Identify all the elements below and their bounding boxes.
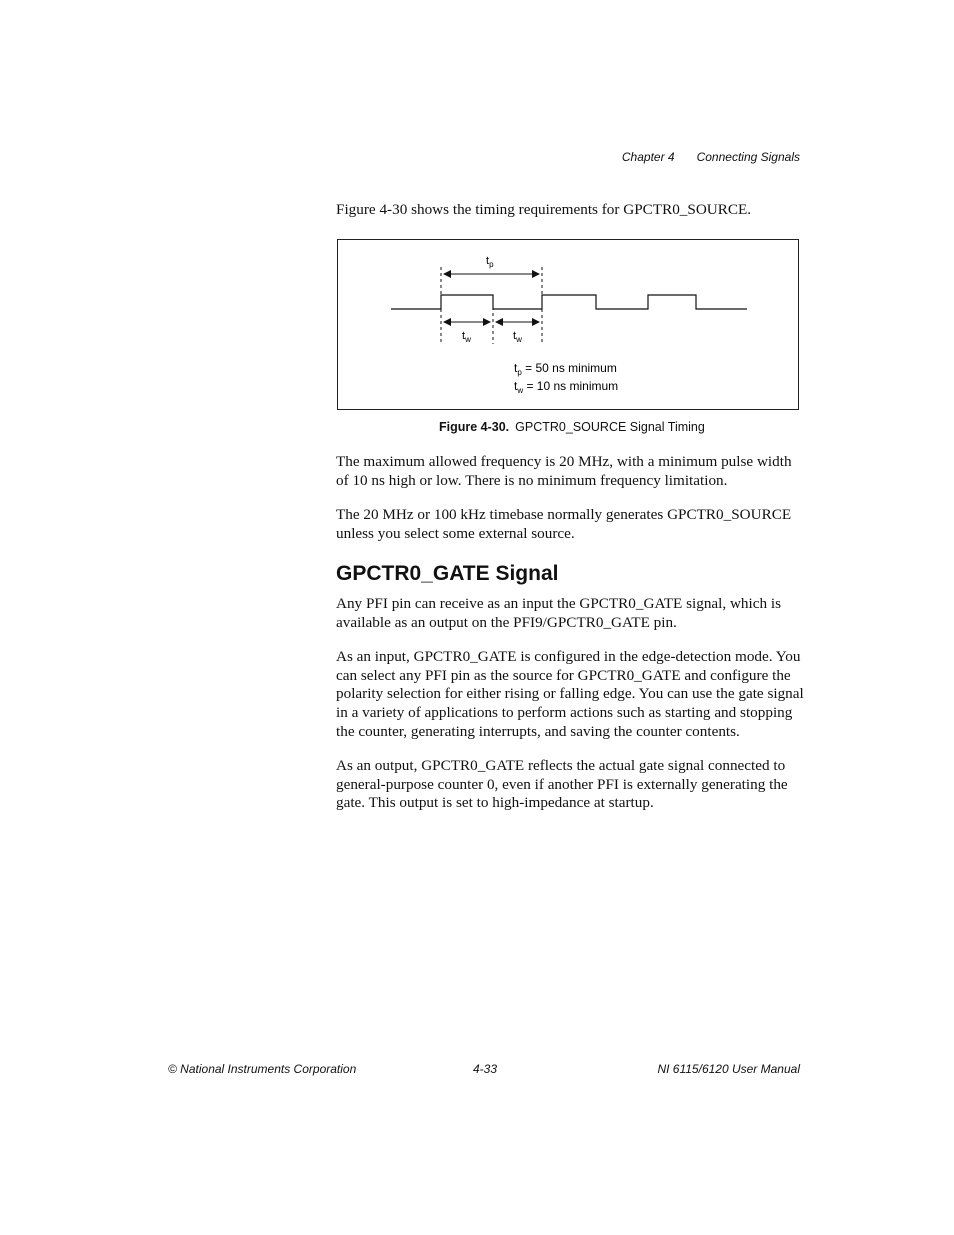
tw-minimum-note: $t_w = 10$ ns minimum: [514, 379, 619, 395]
intro-paragraph: Figure 4-30 shows the timing requirements for GPCTR0_SOURCE.: [336, 201, 752, 218]
caption-title: GPCTR0_SOURCE Signal Timing: [515, 420, 705, 434]
caption-number: Figure 4-30.: [439, 420, 510, 434]
footer-page-number: 4-33: [473, 1062, 498, 1076]
running-header: [600, 150, 800, 164]
tw-label-1: $t_w$: [462, 330, 471, 344]
timing-figure: [337, 239, 799, 410]
source-waveform: [391, 295, 747, 309]
gate-output-paragraph: As an output, GPCTR0_GATE reflects the actual gate signal connected to general-purpose counter 0, even if another PFI is externally generating the gate. This output is set to high-impedance at startup.: [336, 757, 788, 812]
gate-edge-paragraph: As an input, GPCTR0_GATE is configured in the edge-detection mode. You can select any PFI pin as the source for GPCTR0_GATE and configure the polarity selection for either rising or falling edge. You can use the gate signal in a variety of applications to perform actions such as starting and stopping the counter, generating interrupts, and saving the counter contents.: [336, 648, 804, 740]
footer-manual-title: NI 6115/6120 User Manual: [657, 1062, 800, 1076]
dashed-guides: [441, 267, 542, 344]
tp-minimum-note: $t_p = 50$ ns minimum: [514, 361, 617, 377]
section-heading: GPCTR0_GATE Signal: [336, 562, 559, 585]
footer-copyright: © National Instruments Corporation: [168, 1062, 357, 1076]
timebase-paragraph: The 20 MHz or 100 kHz timebase normally generates GPCTR0_SOURCE unless you select some external source.: [336, 506, 792, 542]
frequency-paragraph: The maximum allowed frequency is 20 MHz, with a minimum pulse width of 10 ns high or low. There is no minimum frequency limitation.: [336, 453, 792, 489]
section-label: Connecting Signals: [696, 150, 800, 164]
gate-input-paragraph: Any PFI pin can receive as an input the GPCTR0_GATE signal, which is available as an output on the PFI9/GPCTR0_GATE pin.: [336, 595, 782, 631]
tp-label: $t_p$: [486, 255, 494, 269]
timing-diagram: [338, 240, 800, 411]
figure-caption: [439, 420, 705, 434]
tw-label-2: $t_w$: [513, 330, 522, 344]
chapter-label: Chapter 4: [621, 150, 675, 164]
